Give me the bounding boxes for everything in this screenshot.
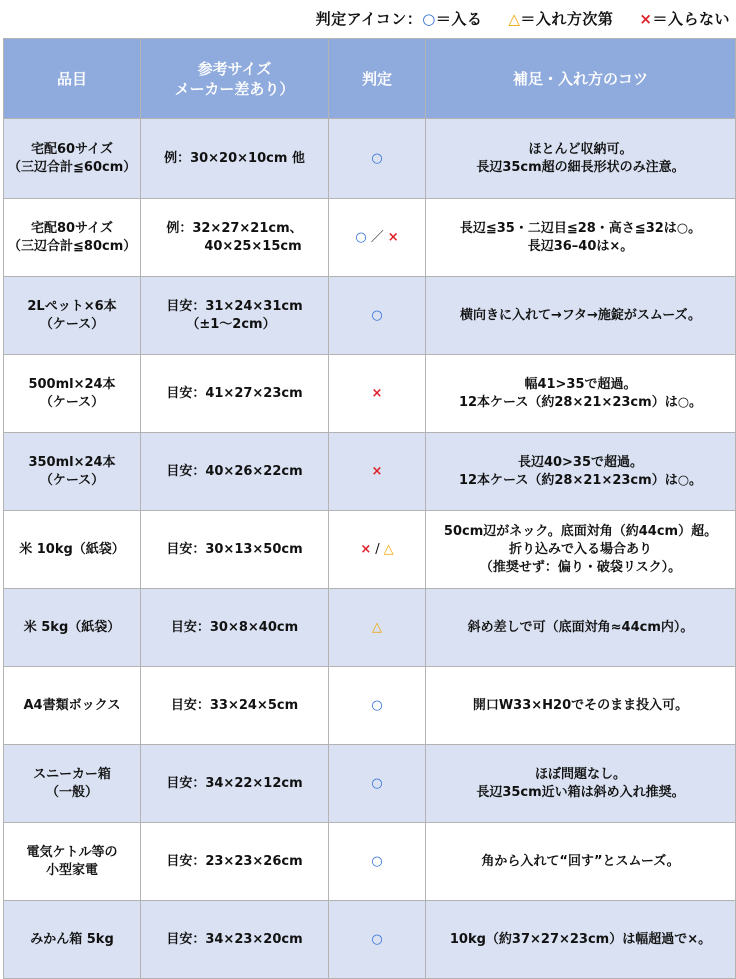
cross-ng-icon: × [360, 541, 372, 557]
header-verdict: 判定 [329, 39, 426, 119]
item-text: （ケース） [39, 316, 105, 332]
size-text: 目安：33×24×5cm [170, 697, 299, 713]
tips-cell [426, 119, 736, 199]
size-text: 目安：30×13×50cm [166, 541, 303, 557]
item-text: 米 10kg（紙袋） [19, 541, 125, 557]
item-cell [4, 199, 141, 277]
item-text: （ケース） [39, 394, 105, 410]
circle-ok-icon: ○ [371, 307, 383, 323]
tips-text: 折り込みで入る場合あり [508, 541, 652, 557]
storage-fit-table [3, 38, 736, 979]
tips-text: ほとんど収納可。 [528, 141, 633, 157]
circle-ok-icon: ○ [371, 150, 383, 166]
size-cell [141, 667, 329, 745]
verdict-cell [329, 199, 426, 277]
item-text: みかん箱 5kg [30, 931, 114, 947]
tips-text: 横向きに入れて→フタ→施錠がスムーズ。 [460, 307, 701, 323]
verdict-cell [329, 901, 426, 979]
tips-text: 斜め差しで可（底面対角≈44cm内）。 [467, 619, 694, 635]
item-cell [4, 355, 141, 433]
verdict-legend [0, 0, 736, 38]
cross-ng-icon: × [371, 463, 383, 479]
table-row [4, 589, 736, 667]
size-cell [141, 511, 329, 589]
size-cell [141, 589, 329, 667]
item-text: （三辺合計≦80cm） [8, 238, 137, 254]
legend-maybe-icon: △ [508, 10, 521, 28]
size-text: 目安：31×24×31cm [166, 298, 303, 314]
item-text: 350ml×24本 [28, 454, 116, 470]
legend-ok-text: ＝入る [435, 10, 483, 28]
item-cell [4, 433, 141, 511]
tips-cell [426, 433, 736, 511]
tips-cell [426, 199, 736, 277]
header-size-line2: メーカー差あり） [174, 79, 295, 98]
tips-text: （推奨せず：偏り・破袋リスク）。 [479, 559, 682, 575]
tips-cell [426, 667, 736, 745]
tips-text: 長辺35cm近い箱は斜め入れ推奨。 [476, 784, 685, 800]
size-cell [141, 823, 329, 901]
tips-text: 長辺≦35・二辺目≦28・高さ≦32は○。 [459, 220, 702, 236]
item-text: 電気ケトル等の [26, 844, 118, 860]
verdict-cell [329, 277, 426, 355]
table-row [4, 901, 736, 979]
verdict-cell [329, 745, 426, 823]
table-row [4, 511, 736, 589]
table-row [4, 433, 736, 511]
size-text: 例：32×27×21cm、 [166, 220, 303, 236]
circle-ok-icon: ○ [371, 775, 383, 791]
size-text: 目安：34×23×20cm [166, 931, 303, 947]
size-text: 目安：30×8×40cm [170, 619, 299, 635]
cross-ng-icon: × [387, 229, 399, 245]
legend-title: 判定アイコン： [315, 10, 423, 28]
item-text: 宅配60サイズ [30, 141, 114, 157]
header-size [141, 39, 329, 119]
size-text: 目安：23×23×26cm [166, 853, 303, 869]
item-cell [4, 823, 141, 901]
item-text: 2Lペット×6本 [27, 298, 117, 314]
table-row [4, 199, 736, 277]
item-cell [4, 119, 141, 199]
legend-ng-text: ＝入らない [652, 10, 730, 28]
triangle-maybe-icon: △ [383, 541, 394, 557]
item-cell [4, 589, 141, 667]
size-cell [141, 901, 329, 979]
item-cell [4, 277, 141, 355]
tips-text: 12本ケース（約28×21×23cm）は○。 [458, 394, 703, 410]
legend-line [316, 8, 730, 29]
circle-ok-icon: ○ [371, 697, 383, 713]
tips-cell [426, 901, 736, 979]
size-cell [141, 277, 329, 355]
cross-ng-icon: × [371, 385, 383, 401]
size-text: 目安：34×22×12cm [166, 775, 303, 791]
item-cell [4, 745, 141, 823]
tips-text: 幅41>35で超過。 [524, 376, 637, 392]
item-text: （一般） [45, 784, 98, 800]
legend-maybe-text: ＝入れ方次第 [520, 10, 614, 28]
separator-slash: ／ [370, 229, 384, 245]
table-row [4, 745, 736, 823]
tips-text: 長辺40>35で超過。 [517, 454, 644, 470]
size-cell [141, 433, 329, 511]
header-item: 品目 [4, 39, 141, 119]
verdict-cell [329, 823, 426, 901]
table-row [4, 355, 736, 433]
verdict-cell [329, 589, 426, 667]
tips-cell [426, 823, 736, 901]
item-cell [4, 511, 141, 589]
item-text: （三辺合計≦60cm） [8, 159, 137, 175]
tips-text: 長辺36–40は×。 [527, 238, 634, 254]
item-cell [4, 667, 141, 745]
item-text: A4書類ボックス [23, 697, 121, 713]
item-text: 宅配80サイズ [30, 220, 114, 236]
circle-ok-icon: ○ [371, 853, 383, 869]
table-row [4, 667, 736, 745]
legend-ok-icon: ○ [422, 10, 436, 28]
circle-ok-icon: ○ [355, 229, 367, 245]
table-row [4, 119, 736, 199]
table-row [4, 823, 736, 901]
verdict-cell [329, 355, 426, 433]
separator-slash: / [375, 541, 380, 557]
tips-text: 長辺35cm超の細長形状のみ注意。 [476, 159, 685, 175]
size-cell [141, 355, 329, 433]
header-tips: 補足・入れ方のコツ [426, 39, 736, 119]
item-text: 小型家電 [45, 862, 98, 878]
item-text: 500ml×24本 [28, 376, 116, 392]
size-text: （±1〜2cm） [186, 316, 276, 332]
circle-ok-icon: ○ [371, 931, 383, 947]
tips-text: 50cm辺がネック。底面対角（約44cm）超。 [443, 523, 718, 539]
size-text: 40×25×15cm [204, 238, 302, 254]
tips-text: 12本ケース（約28×21×23cm）は○。 [458, 472, 703, 488]
verdict-cell [329, 433, 426, 511]
tips-cell [426, 511, 736, 589]
tips-text: ほぼ問題なし。 [534, 766, 626, 782]
verdict-cell [329, 511, 426, 589]
header-size-line1: 参考サイズ [197, 59, 272, 78]
tips-cell [426, 355, 736, 433]
item-cell [4, 901, 141, 979]
tips-cell [426, 277, 736, 355]
legend-ng-icon: × [639, 10, 653, 28]
tips-text: 角から入れて“回す”とスムーズ。 [481, 853, 680, 869]
size-cell [141, 119, 329, 199]
size-cell [141, 745, 329, 823]
size-text: 目安：41×27×23cm [166, 385, 303, 401]
verdict-cell [329, 119, 426, 199]
table-row [4, 277, 736, 355]
item-text: （ケース） [39, 472, 105, 488]
size-text: 例：30×20×10cm 他 [164, 150, 305, 166]
tips-cell [426, 589, 736, 667]
size-cell [141, 199, 329, 277]
triangle-maybe-icon: △ [372, 619, 382, 635]
item-text: スニーカー箱 [33, 766, 111, 782]
item-text: 米 5kg（紙袋） [23, 619, 121, 635]
table-header-row [4, 39, 736, 119]
size-text: 目安：40×26×22cm [166, 463, 303, 479]
tips-cell [426, 745, 736, 823]
verdict-cell [329, 667, 426, 745]
tips-text: 10kg（約37×27×23cm）は幅超過で×。 [449, 931, 712, 947]
tips-text: 開口W33×H20でそのまま投入可。 [472, 697, 689, 713]
